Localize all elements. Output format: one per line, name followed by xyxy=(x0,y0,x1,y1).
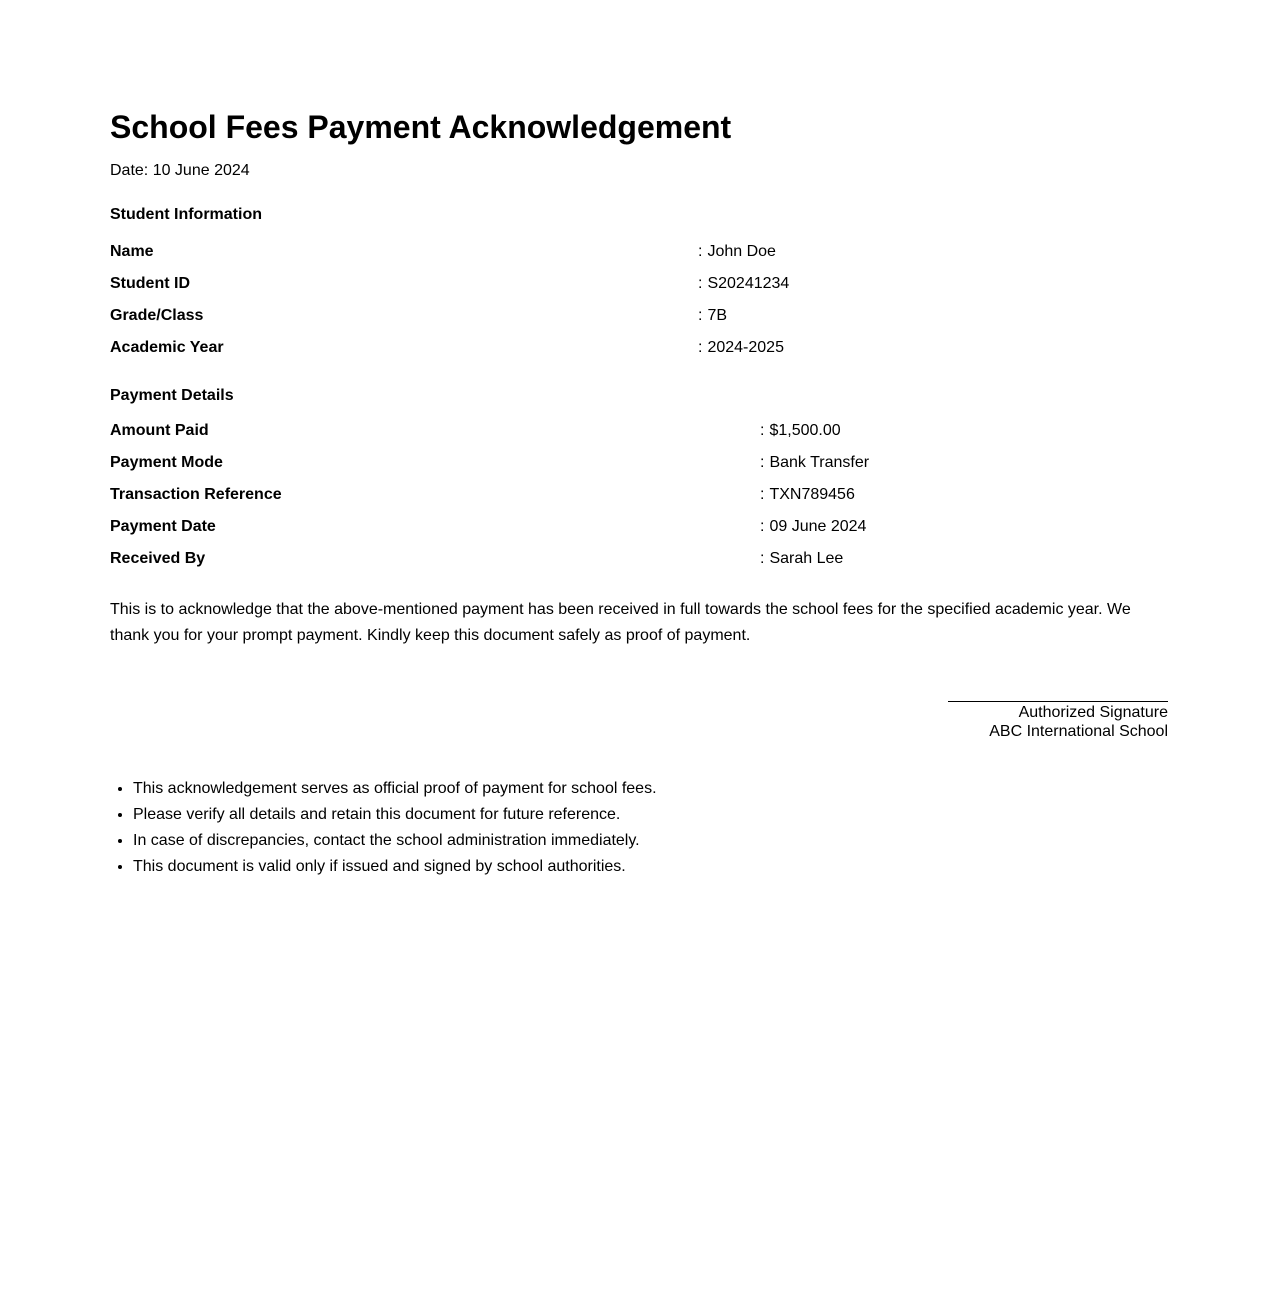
page-title: School Fees Payment Acknowledgement xyxy=(110,109,732,145)
info-row-student-id xyxy=(110,268,1168,300)
payment-details-rows xyxy=(110,415,1168,575)
acknowledgement-paragraph: This is to acknowledge that the above-mentioned payment has been received in full towards the school fees for the specified academic year. We thank you for your prompt payment. Kindly keep this document safely as proof of payment. xyxy=(110,601,1131,644)
info-row-payment-mode xyxy=(110,447,1168,479)
signature-block xyxy=(948,701,1168,741)
info-value-text: Sarah Lee xyxy=(769,550,844,567)
info-value xyxy=(760,543,1168,575)
info-value-text: John Doe xyxy=(707,243,776,260)
info-row-payment-date xyxy=(110,511,1168,543)
colon-separator: : xyxy=(698,243,703,260)
info-label: Amount Paid xyxy=(110,422,209,439)
info-value xyxy=(698,236,1168,268)
info-value-text: 7B xyxy=(707,307,728,324)
info-value-text: Bank Transfer xyxy=(769,454,870,471)
info-value-text: $1,500.00 xyxy=(769,422,841,439)
info-row-academic-year xyxy=(110,332,1168,364)
info-row-received-by xyxy=(110,543,1168,575)
info-value xyxy=(760,447,1168,479)
colon-separator: : xyxy=(698,307,703,324)
info-value-text: S20241234 xyxy=(707,275,790,292)
colon-separator: : xyxy=(760,454,765,471)
colon-separator: : xyxy=(698,275,703,292)
section-heading-payment-details: Payment Details xyxy=(110,387,234,404)
colon-separator: : xyxy=(760,422,765,439)
info-row-name xyxy=(110,236,1168,268)
info-value xyxy=(760,479,1168,511)
note-item: • This acknowledgement serves as official proof of payment for school fees. xyxy=(133,776,1168,802)
info-label: Name xyxy=(110,243,154,260)
date-line: Date: 10 June 2024 xyxy=(110,162,250,179)
student-info-rows xyxy=(110,236,1168,364)
info-label: Payment Mode xyxy=(110,454,223,471)
info-row-transaction-reference xyxy=(110,479,1168,511)
note-item: • In case of discrepancies, contact the school administration immediately. xyxy=(133,828,1168,854)
signature-title: Authorized Signature xyxy=(1018,704,1168,721)
info-value xyxy=(698,332,1168,364)
notes-list xyxy=(110,776,1168,880)
section-heading-student-information: Student Information xyxy=(110,206,262,223)
info-value xyxy=(698,300,1168,332)
colon-separator: : xyxy=(698,339,703,356)
info-row-amount-paid xyxy=(110,415,1168,447)
info-value xyxy=(760,415,1168,447)
info-label: Grade/Class xyxy=(110,307,204,324)
colon-separator: : xyxy=(760,518,765,535)
info-label: Transaction Reference xyxy=(110,486,282,503)
colon-separator: : xyxy=(760,486,765,503)
info-label: Academic Year xyxy=(110,339,224,356)
info-value-text: TXN789456 xyxy=(769,486,855,503)
info-value-text: 2024-2025 xyxy=(707,339,784,356)
info-label: Student ID xyxy=(110,275,190,292)
info-row-grade-class xyxy=(110,300,1168,332)
colon-separator: : xyxy=(760,550,765,567)
document-content xyxy=(110,0,1168,880)
info-value xyxy=(698,268,1168,300)
note-item: • This document is valid only if issued and signed by school authorities. xyxy=(133,854,1168,880)
info-label: Payment Date xyxy=(110,518,216,535)
info-label: Received By xyxy=(110,550,206,567)
info-value-text: 09 June 2024 xyxy=(769,518,867,535)
signature-organization: ABC International School xyxy=(989,722,1168,740)
info-value xyxy=(760,511,1168,543)
note-item: • Please verify all details and retain this document for future reference. xyxy=(133,802,1168,828)
